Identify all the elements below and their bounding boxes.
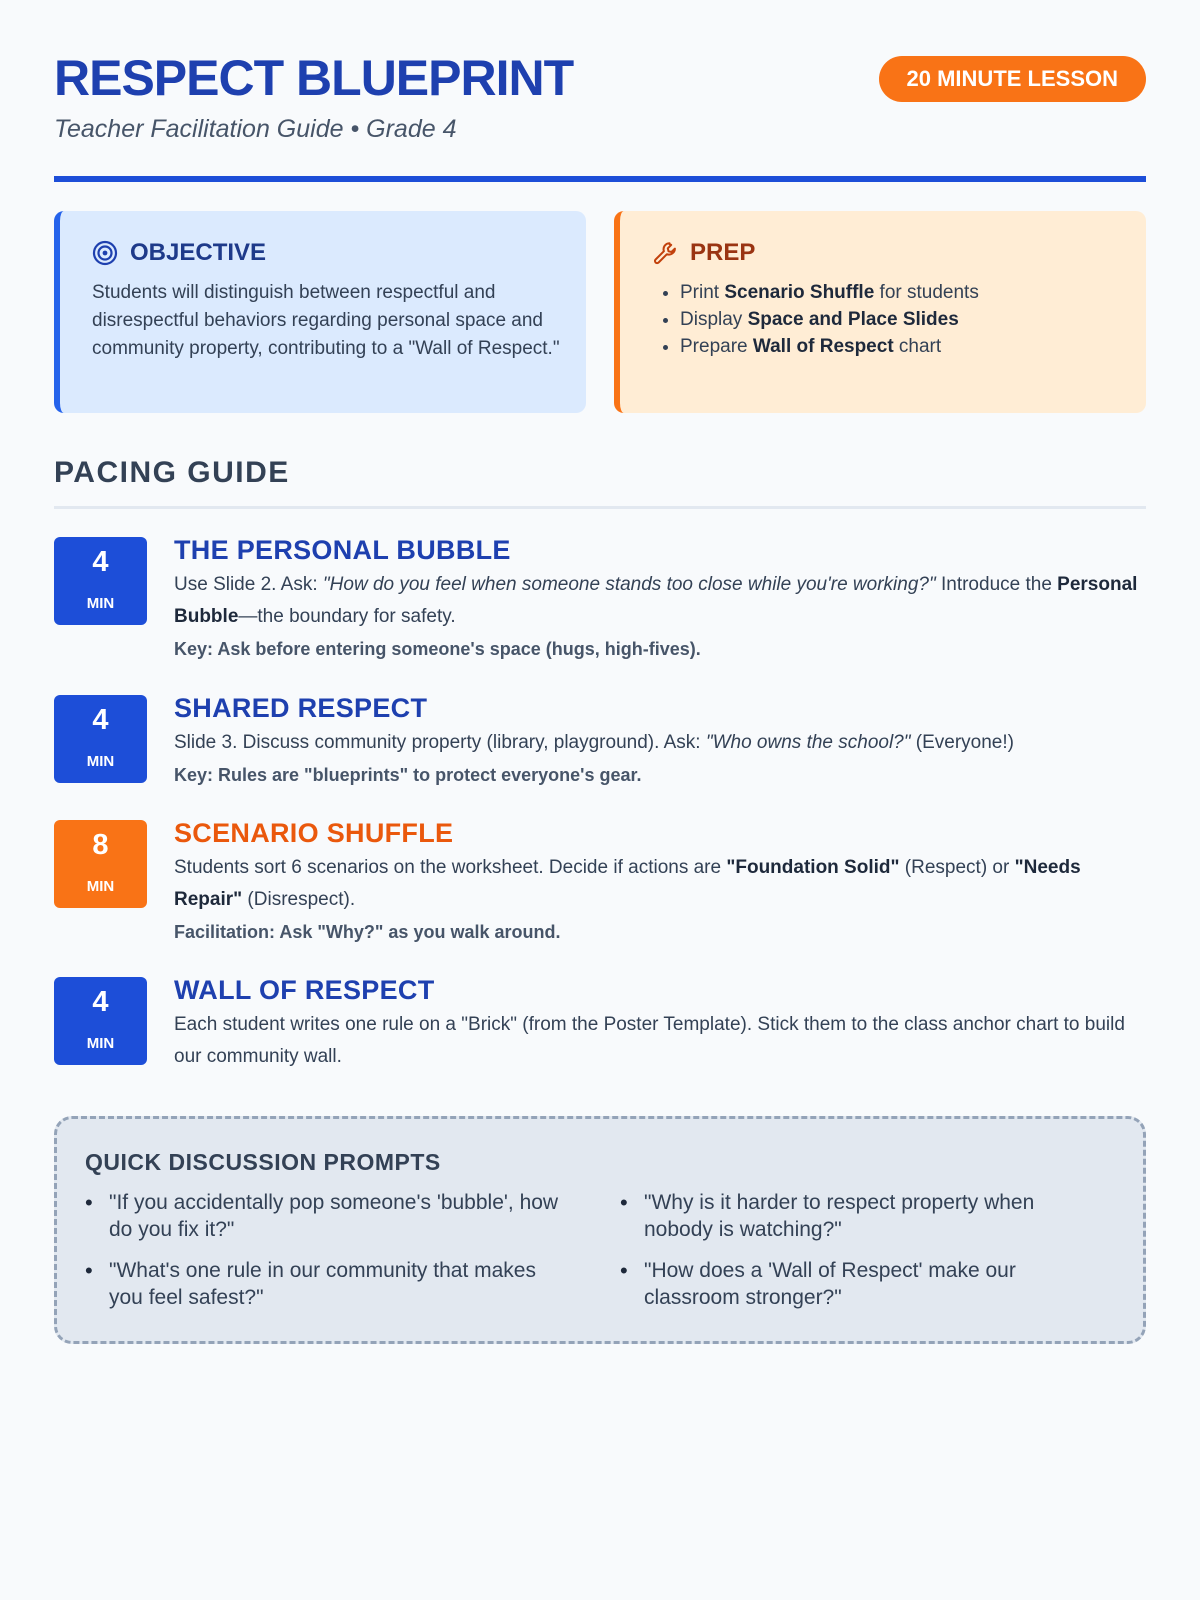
prep-card — [614, 211, 1146, 413]
minutes-unit: MIN — [86, 1035, 115, 1052]
objective-header — [92, 237, 560, 269]
step-description: Each student writes one rule on a "Brick" (from the Poster Template). Stick them to the class anchor chart to build our community wall. — [174, 1014, 1125, 1067]
minutes-unit: MIN — [86, 753, 115, 770]
step-key-note: Key: Rules are "blueprints" to protect everyone's gear. — [174, 765, 642, 785]
prompt-item: • "Why is it harder to respect property when nobody is watching?" — [620, 1189, 1115, 1243]
minutes-value: 4 — [92, 704, 109, 736]
step-title: SHARED RESPECT — [174, 693, 428, 723]
prep-list — [652, 279, 1120, 360]
prompt-item: • "How does a 'Wall of Respect' make our classroom stronger?" — [620, 1257, 1115, 1311]
minutes-badge — [54, 820, 147, 908]
minutes-value: 8 — [92, 829, 109, 861]
minutes-unit: MIN — [86, 595, 115, 612]
lesson-duration-badge: 20 MINUTE LESSON — [879, 56, 1146, 102]
discussion-prompts-box — [54, 1116, 1146, 1344]
step-content — [174, 816, 1146, 946]
step-content — [174, 691, 1146, 789]
objective-text: Students will distinguish between respectful and disrespectful behaviors regarding personal space and community property, contributing to a "Wall of Respect." — [92, 282, 560, 359]
info-cards — [54, 211, 1146, 413]
pacing-guide-heading: PACING GUIDE — [54, 456, 290, 489]
page-subtitle: Teacher Facilitation Guide • Grade 4 — [54, 115, 457, 143]
minutes-badge — [54, 977, 147, 1065]
prep-header — [652, 237, 1120, 269]
step-description: Slide 3. Discuss community property (library, playground). Ask: "Who owns the school?" (Everyone!) — [174, 732, 1014, 753]
step-title: SCENARIO SHUFFLE — [174, 818, 454, 848]
prompt-item: • "If you accidentally pop someone's 'bubble', how do you fix it?" — [85, 1189, 580, 1243]
target-icon — [92, 240, 118, 266]
step-description: Use Slide 2. Ask: "How do you feel when someone stands too close while you're working?" Introduce the Personal Bubble—the boundary for safety. — [174, 574, 1138, 627]
prep-item: • Display Space and Place Slides — [680, 306, 1120, 333]
prep-title: PREP — [690, 239, 756, 266]
step-content — [174, 533, 1146, 663]
prompt-item: • "What's one rule in our community that makes you feel safest?" — [85, 1257, 580, 1311]
step-description: Students sort 6 scenarios on the worksheet. Decide if actions are "Foundation Solid" (Respect) or "Needs Repair" (Disrespect). — [174, 857, 1081, 910]
prep-item: • Prepare Wall of Respect chart — [680, 333, 1120, 360]
step-title: THE PERSONAL BUBBLE — [174, 535, 511, 565]
step-title: WALL OF RESPECT — [174, 975, 435, 1005]
minutes-badge — [54, 695, 147, 783]
minutes-value: 4 — [92, 986, 109, 1018]
section-divider — [54, 506, 1146, 509]
wrench-icon — [652, 240, 678, 266]
page-title: RESPECT BLUEPRINT — [54, 50, 574, 106]
page-header — [54, 0, 1146, 182]
objective-title: OBJECTIVE — [130, 239, 267, 266]
minutes-badge — [54, 537, 147, 625]
step-content — [174, 973, 1146, 1073]
prep-item: • Print Scenario Shuffle for students — [680, 279, 1120, 306]
objective-card — [54, 211, 586, 413]
step-key-note: Key: Ask before entering someone's space (hugs, high-fives). — [174, 639, 701, 659]
minutes-value: 4 — [92, 546, 109, 578]
prompts-list — [85, 1189, 1115, 1311]
step-facilitation-note: Facilitation: Ask "Why?" as you walk around. — [174, 922, 561, 942]
minutes-unit: MIN — [86, 878, 115, 895]
prompts-heading: QUICK DISCUSSION PROMPTS — [85, 1149, 441, 1175]
